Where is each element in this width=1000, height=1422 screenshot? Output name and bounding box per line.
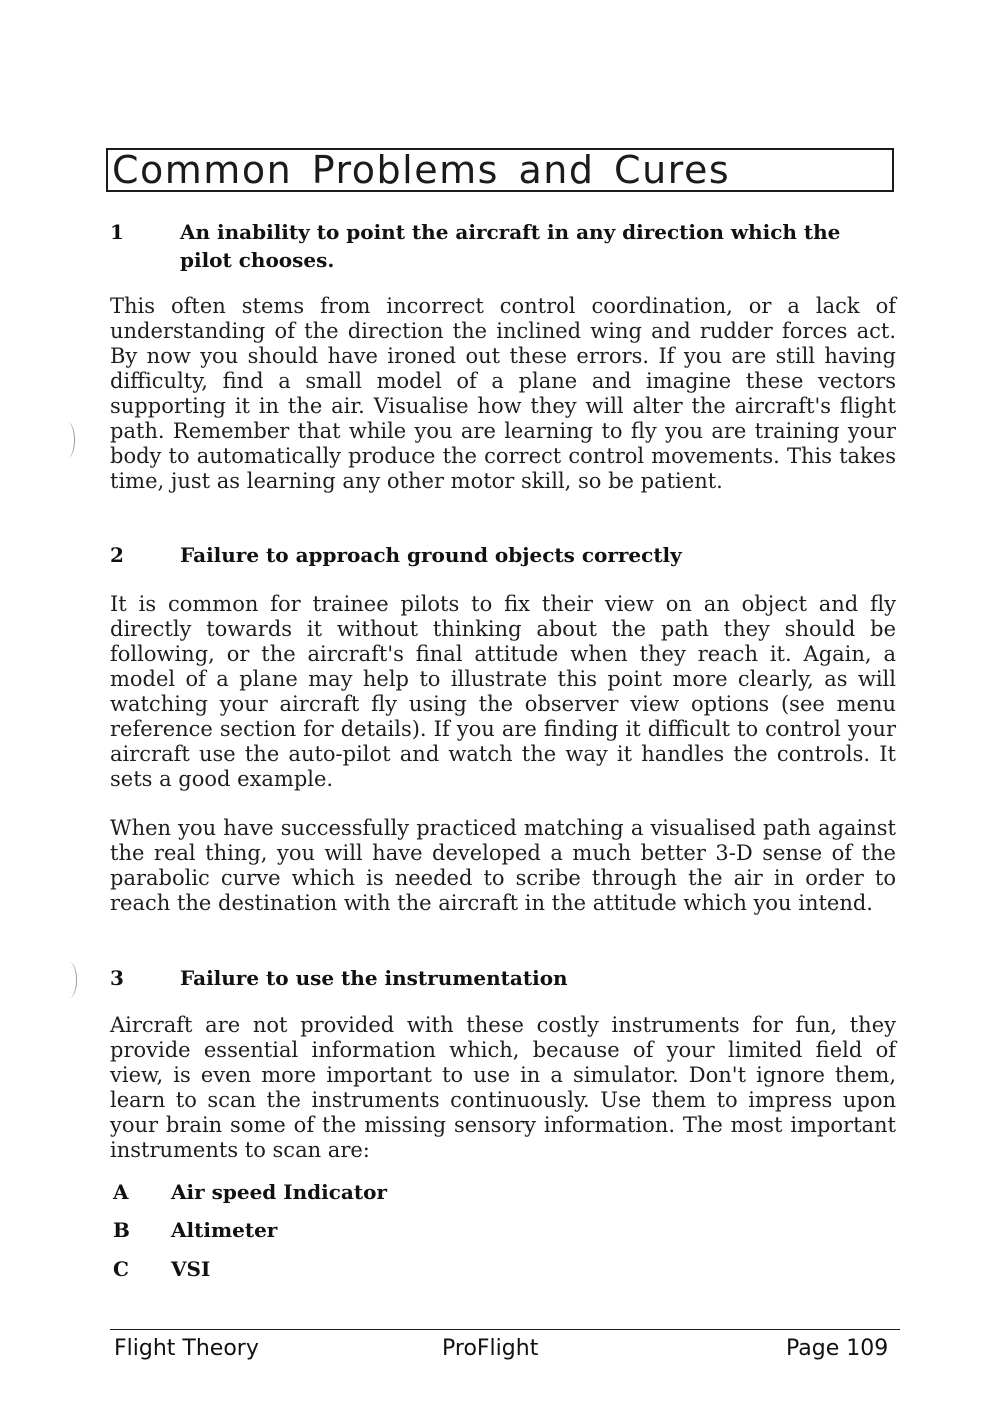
list-item	[113, 1178, 387, 1206]
footer-rule	[110, 1329, 900, 1330]
title-box	[106, 148, 894, 192]
section-1-body	[110, 294, 896, 494]
binder-mark	[62, 962, 77, 998]
page-title: Common Problems and Cures	[112, 148, 731, 192]
list-letter: C	[113, 1257, 129, 1281]
section-heading-text: Failure to approach ground objects correctly	[180, 543, 682, 567]
section-heading-text: An inability to point the aircraft in any direction which the pilot chooses.	[180, 220, 841, 272]
binder-mark	[60, 422, 75, 458]
paragraph: When you have successfully practiced matching a visualised path against the real thing, you will have developed a much better 3-D sense of the parabolic curve which is needed to scribe through the air in order to reach the destination with the aircraft in the attitude which you intend.	[110, 816, 896, 915]
list-item	[113, 1216, 277, 1244]
footer-center: ProFlight	[442, 1336, 539, 1361]
section-heading-text: Failure to use the instrumentation	[180, 966, 568, 990]
footer-left: Flight Theory	[114, 1336, 259, 1361]
section-1	[110, 218, 896, 274]
section-heading	[110, 218, 896, 274]
paragraph: This often stems from incorrect control coordination, or a lack of understanding of the direction the inclined wing and rudder forces act. By now you should have ironed out these errors. If you are still having difficulty, find a small model of a plane and imagine these vectors supporting it in the air. Visualise how they will alter the aircraft's flight path. Remember that while you are learning to fly you are training your body to automatically produce the correct control movements. This takes time, just as learning any other motor skill, so be patient.	[110, 294, 896, 493]
list-item	[113, 1255, 210, 1283]
paragraph: Aircraft are not provided with these costly instruments for fun, they provide essential information which, because of your limited field of view, is even more important to use in a simulator. Don't ignore them, learn to scan the instruments continuously. Use them to impress upon your brain some of the missing sensory information. The most important instruments to scan are:	[110, 1013, 896, 1162]
section-heading	[110, 541, 896, 569]
section-number: 2	[110, 543, 124, 567]
list-label: Altimeter	[171, 1218, 278, 1242]
section-2-body-1	[110, 592, 896, 792]
section-heading	[110, 964, 896, 992]
section-number: 3	[110, 966, 124, 990]
list-label: VSI	[171, 1257, 211, 1281]
section-2	[110, 541, 896, 569]
section-number: 1	[110, 220, 124, 244]
section-3	[110, 964, 896, 992]
section-3-body	[110, 1013, 896, 1163]
paragraph: It is common for trainee pilots to fix their view on an object and fly directly towards it without thinking about the path they should be following, or the aircraft's final attitude when they reach it. Again, a model of a plane may help to illustrate this point more clearly, as will watching your aircraft fly using the observer view options (see menu reference section for details). If you are finding it difficult to control your aircraft use the auto-pilot and watch the way it handles the controls. It sets a good example.	[110, 592, 896, 791]
footer-page-number: Page 109	[786, 1336, 889, 1361]
section-2-body-2	[110, 816, 896, 916]
list-letter: A	[113, 1180, 129, 1204]
list-label: Air speed Indicator	[171, 1180, 387, 1204]
list-letter: B	[113, 1218, 130, 1242]
